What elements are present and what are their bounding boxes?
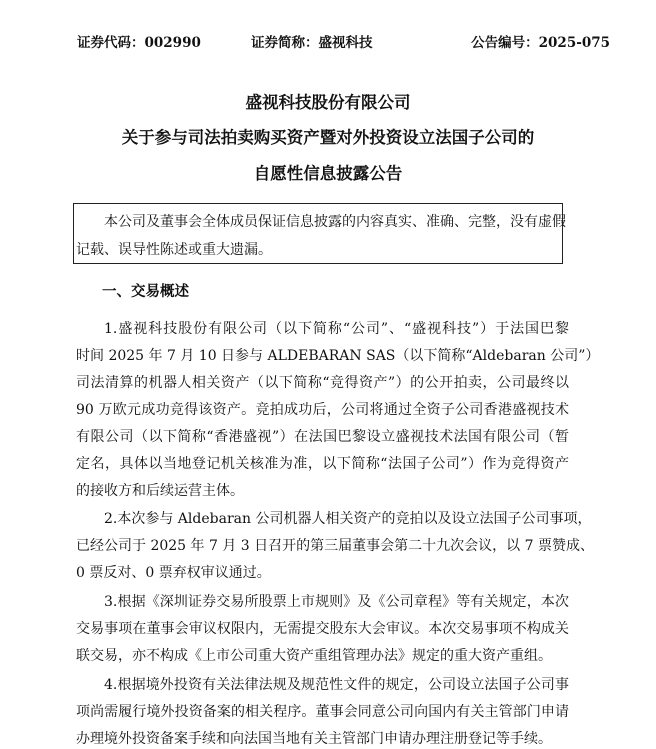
security-short-name: 证券简称：盛视科技 [251,35,373,51]
disclaimer-line-1: 本公司及董事会全体成员保证信息披露的内容真实、准确、完整，没有虚假 [104,214,566,230]
disclaimer-line-2: 记载、误导性陈述或重大遗漏。 [76,242,272,258]
announcement-number: 公告编号：2025-075 [471,35,610,51]
paragraph-4-line-2: 项尚需履行境外投资备案的相关程序。董事会同意公司向国内有关主管部门申请 [76,704,569,720]
paragraph-1-line-6: 定名，具体以当地登记机关核准为准，以下简称“法国子公司”）作为竞得资产 [76,456,569,472]
paragraph-1-line-5: 有限公司（以下简称“香港盛视”）在法国巴黎设立盛视技术法国有限公司（暂 [76,429,569,445]
paragraph-3-line-1: 3.根据《深圳证券交易所股票上市规则》及《公司章程》等有关规定，本次 [104,594,569,610]
paragraph-3-line-2: 交易事项在董事会审议权限内，无需提交股东大会审议。本次交易事项不构成关 [76,621,569,637]
paragraph-1-line-2: 时间 2025 年 7 月 10 日参与 ALDEBARAN SAS（以下简称“Aldebaran 公司”） [76,348,600,364]
section-heading: 一、交易概述 [102,283,189,300]
paragraph-2-line-1: 2.本次参与 Aldebaran 公司机器人相关资产的竞拍以及设立法国子公司事项， [104,511,592,527]
paragraph-4-line-1: 4.根据境外投资有关法律法规及规范性文件的规定，公司设立法国子公司事 [104,677,569,693]
announcement-title-line-2: 自愿性信息披露公告 [253,164,403,183]
paragraph-2-line-2: 已经公司于 2025 年 7 月 3 日召开的第三届董事会第二十九次会议，以 7 票赞成、 [76,538,594,554]
paragraph-1-line-7: 的接收方和后续运营主体。 [76,483,244,499]
paragraph-1-line-1: 1.盛视科技股份有限公司（以下简称“公司”、“盛视科技”）于法国巴黎 [104,321,569,337]
paragraph-4-line-3: 办理境外投资备案手续和向法国当地有关主管部门申请办理注册登记等手续。 [76,731,552,747]
paragraph-1-line-4: 90 万欧元成功竞得该资产。竞拍成功后，公司将通过全资子公司香港盛视技术 [76,402,569,418]
company-title: 盛视科技股份有限公司 [245,93,411,112]
paragraph-3-line-3: 联交易，亦不构成《上市公司重大资产重组管理办法》规定的重大资产重组。 [76,648,552,664]
paragraph-2-line-3: 0 票反对、0 票弃权审议通过。 [76,565,271,581]
announcement-title-line-1: 关于参与司法拍卖购买资产暨对外投资设立法国子公司的 [121,128,535,147]
security-code: 证券代码：002990 [77,35,201,51]
paragraph-1-line-3: 司法清算的机器人相关资产（以下简称“竞得资产”）的公开拍卖，公司最终以 [76,375,569,391]
